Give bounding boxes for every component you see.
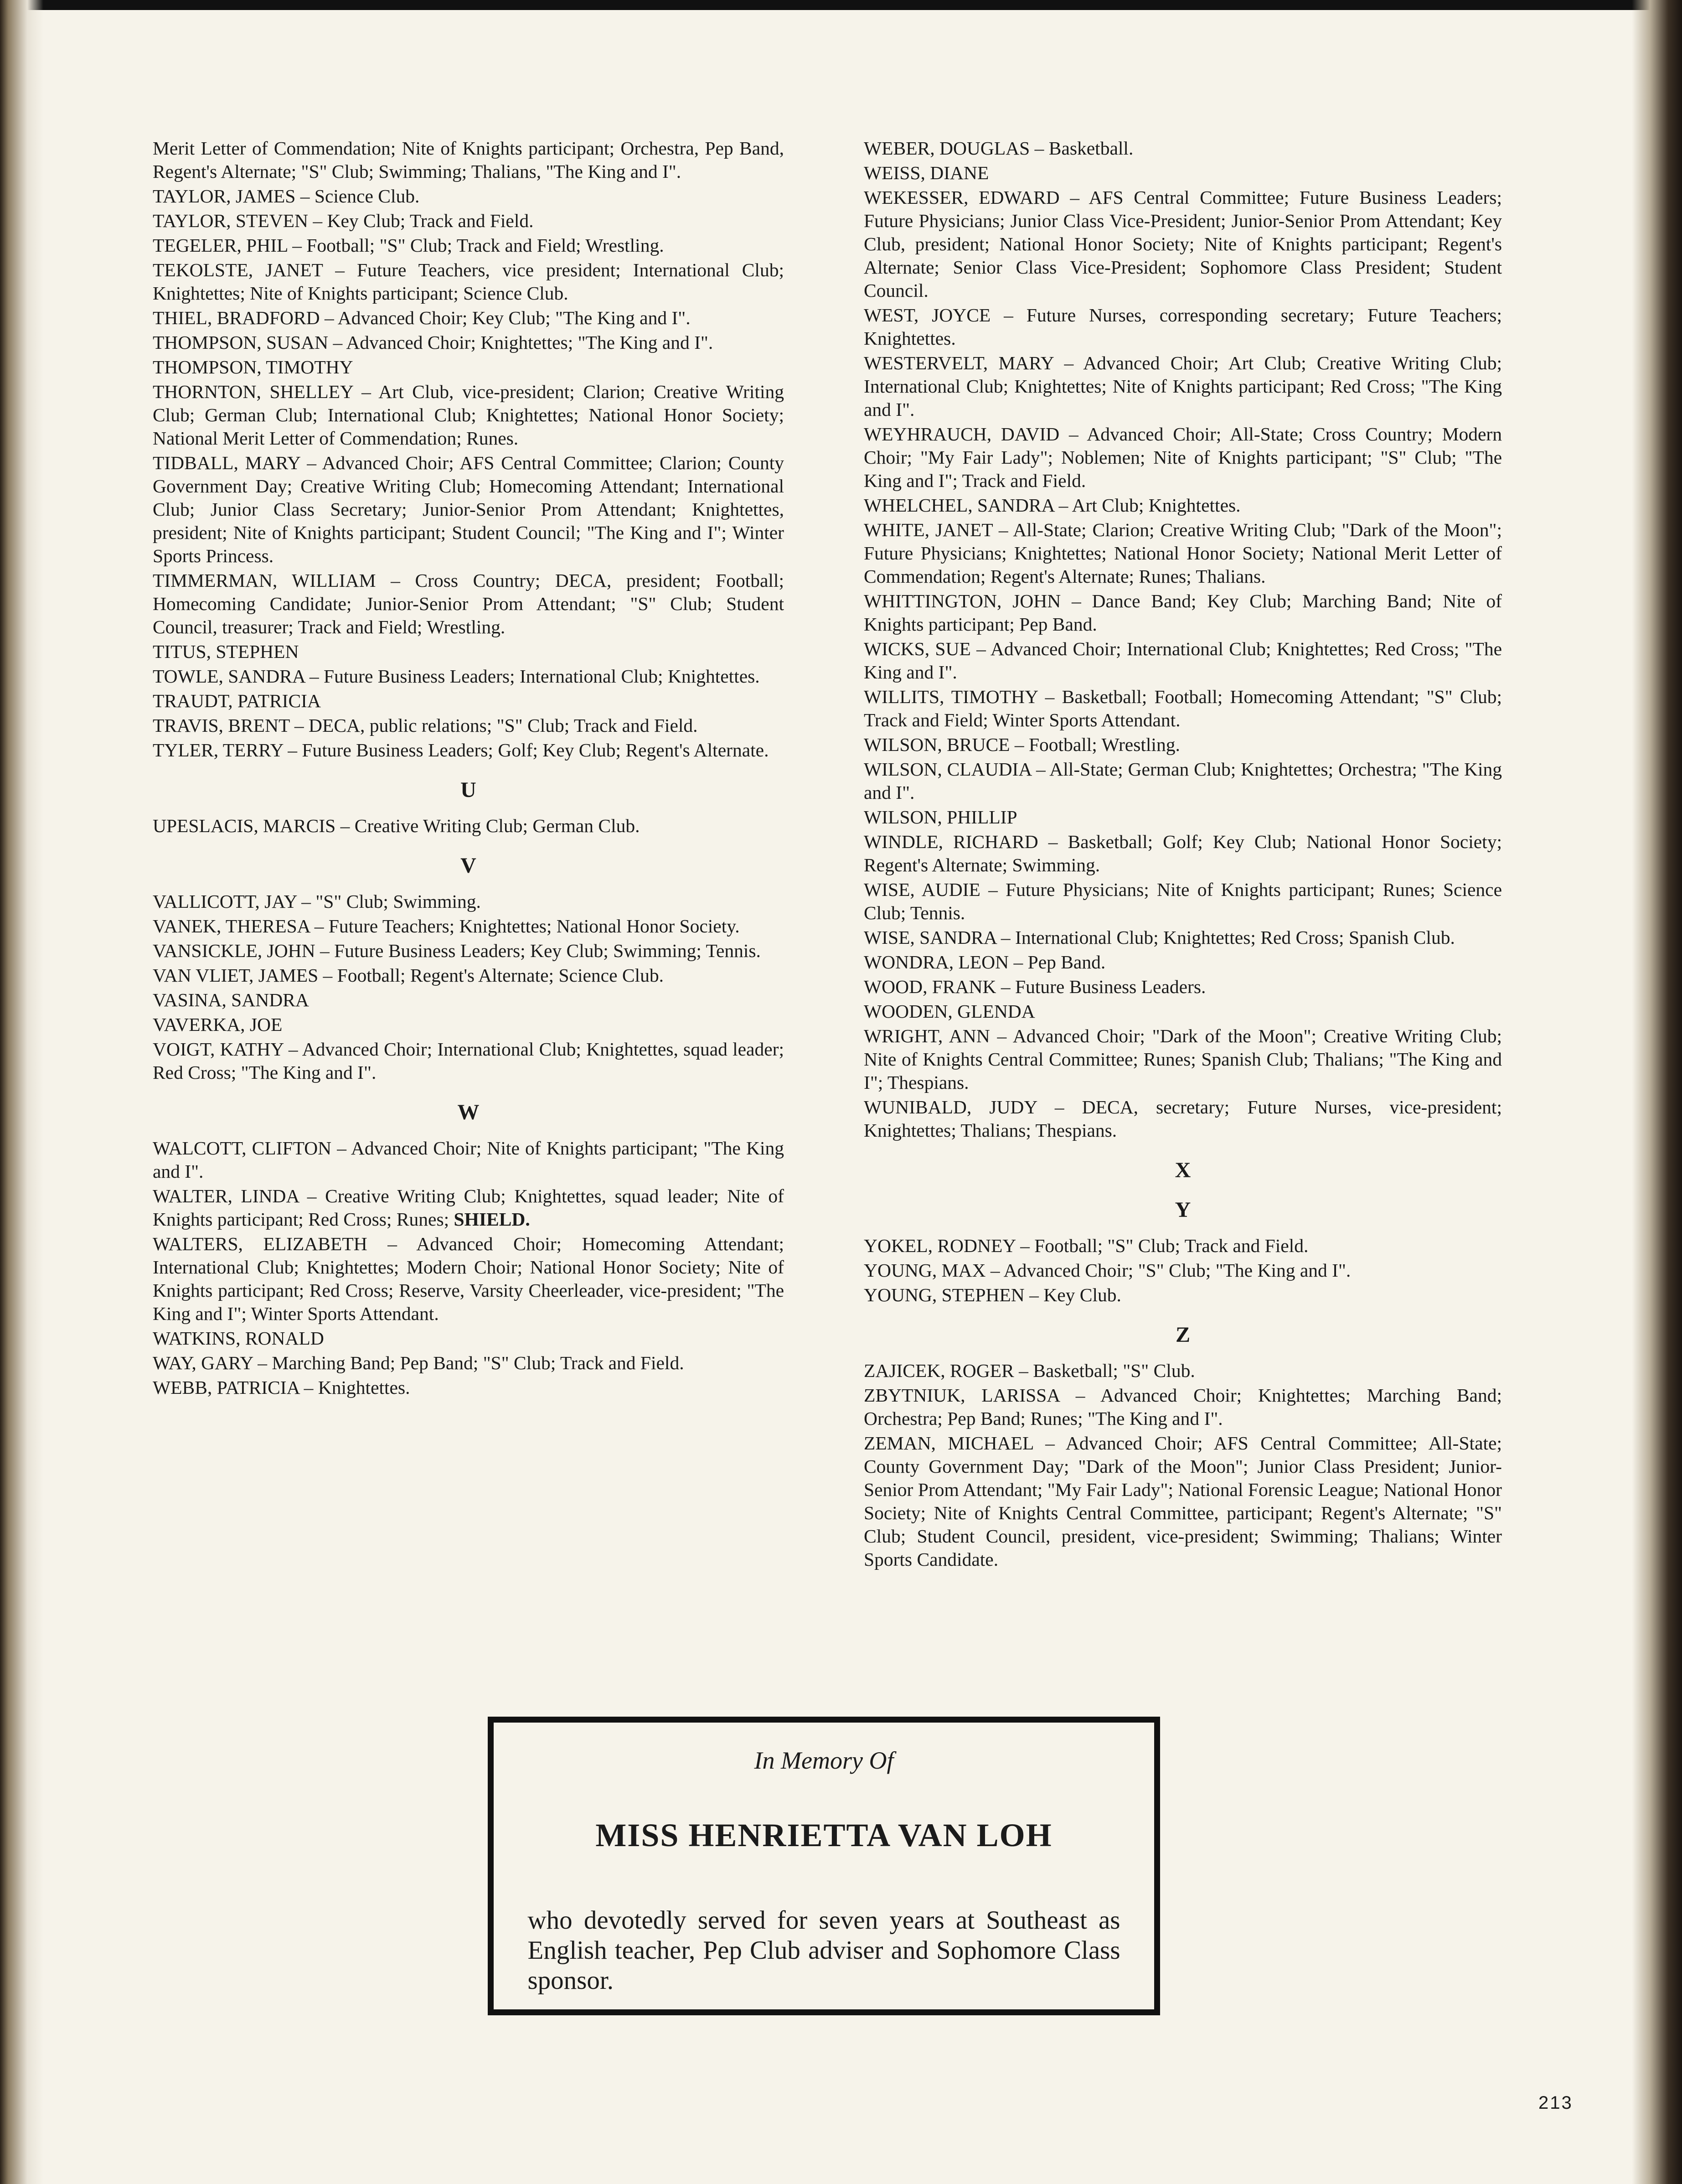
section-letter: W [457, 1100, 480, 1124]
entry-text: WALTER, LINDA – Creative Writing Club; Knightettes, squad leader; Nite of Knights participant; Red Cross; Runes; [153, 1185, 784, 1230]
student-entry: WEBER, DOUGLAS – Basketball. [864, 138, 1134, 159]
student-entry: WALTERS, ELIZABETH – Advanced Choir; Homecoming Attendant; International Club; Knightettes; Modern Choir; National Honor Society; Nite of Knights participant; Red Cross; Reserve, Varsity Cheerleader, vice-president; "The King and I"; Winter Sports Attendant. [153, 1233, 784, 1324]
student-entry: ZEMAN, MICHAEL – Advanced Choir; AFS Central Committee; All-State; County Government Day; "Dark of the Moon"; Junior Class President; Junior-Senior Prom Attendant; "My Fair Lady"; National Forensic League; National Honor Society; Nite of Knights Central Committee, participant; Regent's Alternate; "S" Club; Student Council, president, vice-president; Swimming; Thalians; Winter Sports Candidate. [864, 1433, 1502, 1570]
section-letter: X [1175, 1158, 1191, 1182]
student-entry: TEKOLSTE, JANET – Future Teachers, vice president; International Club; Knightettes; Nite of Knights participant; Science Club. [153, 259, 784, 304]
student-entry: WUNIBALD, JUDY – DECA, secretary; Future Nurses, vice-president; Knightettes; Thalians; Thespians. [864, 1097, 1502, 1141]
student-entry: TOWLE, SANDRA – Future Business Leaders; International Club; Knightettes. [153, 666, 760, 687]
right-column [864, 137, 1502, 1573]
student-entry: YOUNG, MAX – Advanced Choir; "S" Club; "The King and I". [864, 1260, 1351, 1281]
memorial-body: who devotedly served for seven years at Southeast as English teacher, Pep Club adviser and Sophomore Class sponsor. [527, 1906, 1120, 1995]
student-entry: YOUNG, STEPHEN – Key Club. [864, 1284, 1121, 1305]
student-entry: THIEL, BRADFORD – Advanced Choir; Key Club; "The King and I". [153, 307, 691, 328]
student-entry: WEYHRAUCH, DAVID – Advanced Choir; All-State; Cross Country; Modern Choir; "My Fair Lady"; Noblemen; Nite of Knights participant; "S" Club; "The King and I"; Track and Field. [864, 424, 1502, 491]
student-entry: VALLICOTT, JAY – "S" Club; Swimming. [153, 891, 481, 912]
student-entry: WEST, JOYCE – Future Nurses, corresponding secretary; Future Teachers; Knightettes. [864, 305, 1502, 349]
student-entry: WICKS, SUE – Advanced Choir; International Club; Knightettes; Red Cross; "The King and I". [864, 638, 1502, 683]
top-page-rule [0, 0, 1682, 10]
student-entry: WISE, AUDIE – Future Physicians; Nite of Knights participant; Runes; Science Club; Tennis. [864, 879, 1502, 923]
student-entry: WRIGHT, ANN – Advanced Choir; "Dark of the Moon"; Creative Writing Club; Nite of Knights Central Committee; Runes; Spanish Club; Thalians; "The King and I"; Thespians. [864, 1025, 1502, 1093]
student-entry: VANEK, THERESA – Future Teachers; Knightettes; National Honor Society. [153, 916, 740, 937]
student-entry: TAYLOR, STEVEN – Key Club; Track and Field. [153, 210, 534, 231]
student-entry: WALCOTT, CLIFTON – Advanced Choir; Nite of Knights participant; "The King and I". [153, 1138, 784, 1182]
student-entry: WAY, GARY – Marching Band; Pep Band; "S" Club; Track and Field. [153, 1352, 684, 1373]
student-entry: TIMMERMAN, WILLIAM – Cross Country; DECA, president; Football; Homecoming Candidate; Junior-Senior Prom Attendant; "S" Club; Student Council, treasurer; Track and Field; Wrestling. [153, 570, 784, 637]
student-entry: WATKINS, RONALD [153, 1328, 324, 1349]
student-entry: VAN VLIET, JAMES – Football; Regent's Alternate; Science Club. [153, 965, 664, 986]
left-column [153, 137, 784, 1401]
page-binding-edge-left [0, 0, 43, 2184]
student-entry: THOMPSON, SUSAN – Advanced Choir; Knightettes; "The King and I". [153, 332, 713, 353]
student-entry: WHITTINGTON, JOHN – Dance Band; Key Club; Marching Band; Nite of Knights participant; Pep Band. [864, 590, 1502, 635]
student-entry [153, 1185, 784, 1231]
student-entry: WOOD, FRANK – Future Business Leaders. [864, 976, 1206, 997]
section-letter: V [460, 854, 476, 878]
student-entry: WISE, SANDRA – International Club; Knightettes; Red Cross; Spanish Club. [864, 927, 1455, 948]
student-entry: WILSON, BRUCE – Football; Wrestling. [864, 734, 1180, 755]
student-entry: WESTERVELT, MARY – Advanced Choir; Art Club; Creative Writing Club; International Club; Knightettes; Nite of Knights participant; Red Cross; "The King and I". [864, 352, 1502, 420]
student-entry: WHITE, JANET – All-State; Clarion; Creative Writing Club; "Dark of the Moon"; Future Physicians; Knightettes; National Honor Society; National Merit Letter of Commendation; Regent's Alternate; Runes; Thalians. [864, 519, 1502, 587]
section-letter: Z [1175, 1323, 1190, 1347]
student-entry: TRAUDT, PATRICIA [153, 690, 321, 711]
student-entry: THOMPSON, TIMOTHY [153, 357, 353, 378]
memorial-box [488, 1717, 1160, 2015]
student-entry: VASINA, SANDRA [153, 989, 309, 1010]
student-entry: VAVERKA, JOE [153, 1014, 283, 1035]
student-entry: WHELCHEL, SANDRA – Art Club; Knightettes. [864, 495, 1241, 516]
student-entry: WOODEN, GLENDA [864, 1001, 1035, 1022]
student-entry: WEISS, DIANE [864, 162, 989, 183]
entry-bold-text: SHIELD. [454, 1209, 530, 1230]
student-entry: ZAJICEK, ROGER – Basketball; "S" Club. [864, 1360, 1195, 1381]
student-entry: TEGELER, PHIL – Football; "S" Club; Track and Field; Wrestling. [153, 235, 664, 256]
memorial-intro: In Memory Of [754, 1747, 894, 1774]
student-entry: TYLER, TERRY – Future Business Leaders; Golf; Key Club; Regent's Alternate. [153, 740, 769, 761]
section-letter: Y [1175, 1198, 1191, 1222]
student-entry: WILLITS, TIMOTHY – Basketball; Football; Homecoming Attendant; "S" Club; Track and Field; Winter Sports Attendant. [864, 686, 1502, 730]
student-entry: TIDBALL, MARY – Advanced Choir; AFS Central Committee; Clarion; County Government Day; Creative Writing Club; Homecoming Attendant; International Club; Junior Class Secretary; Junior-Senior Prom Attendant; Knightettes, president; Nite of Knights participant; Student Council; "The King and I"; Winter Sports Princess. [153, 452, 784, 566]
student-entry: VOIGT, KATHY – Advanced Choir; International Club; Knightettes, squad leader; Red Cross; "The King and I". [153, 1039, 784, 1083]
student-entry: WILSON, CLAUDIA – All-State; German Club; Knightettes; Orchestra; "The King and I". [864, 759, 1502, 803]
page-number: 213 [1538, 2093, 1573, 2113]
student-entry: WEBB, PATRICIA – Knightettes. [153, 1377, 410, 1398]
section-letter: U [460, 778, 476, 802]
student-entry: THORNTON, SHELLEY – Art Club, vice-president; Clarion; Creative Writing Club; German Club; International Club; Knightettes; National Honor Society; National Merit Letter of Commendation; Runes. [153, 381, 784, 449]
student-entry: WEKESSER, EDWARD – AFS Central Committee; Future Business Leaders; Future Physicians; Junior Class Vice-President; Junior-Senior Prom Attendant; Key Club, president; National Honor Society; Nite of Knights participant; Regent's Alternate; Senior Class Vice-President; Sophomore Class President; Student Council. [864, 187, 1502, 301]
student-entry: WINDLE, RICHARD – Basketball; Golf; Key Club; National Honor Society; Regent's Alternate; Swimming. [864, 831, 1502, 875]
student-entry: TITUS, STEPHEN [153, 641, 299, 662]
student-entry: UPESLACIS, MARCIS – Creative Writing Club; German Club. [153, 815, 640, 836]
student-entry: ZBYTNIUK, LARISSA – Advanced Choir; Knightettes; Marching Band; Orchestra; Pep Band; Runes; "The King and I". [864, 1385, 1502, 1429]
student-entry: WILSON, PHILLIP [864, 807, 1017, 828]
student-entry: YOKEL, RODNEY – Football; "S" Club; Track and Field. [864, 1235, 1309, 1256]
student-entry: WONDRA, LEON – Pep Band. [864, 952, 1106, 973]
memorial-name: MISS HENRIETTA VAN LOH [595, 1817, 1053, 1853]
student-entry: TRAVIS, BRENT – DECA, public relations; "S" Club; Track and Field. [153, 715, 698, 736]
student-entry: VANSICKLE, JOHN – Future Business Leaders; Key Club; Swimming; Tennis. [153, 940, 761, 961]
student-entry: Merit Letter of Commendation; Nite of Knights participant; Orchestra, Pep Band, Regent's Alternate; "S" Club; Swimming; Thalians, "The King and I". [153, 138, 784, 182]
page-binding-edge-right [1632, 0, 1682, 2184]
student-entry: TAYLOR, JAMES – Science Club. [153, 186, 420, 207]
